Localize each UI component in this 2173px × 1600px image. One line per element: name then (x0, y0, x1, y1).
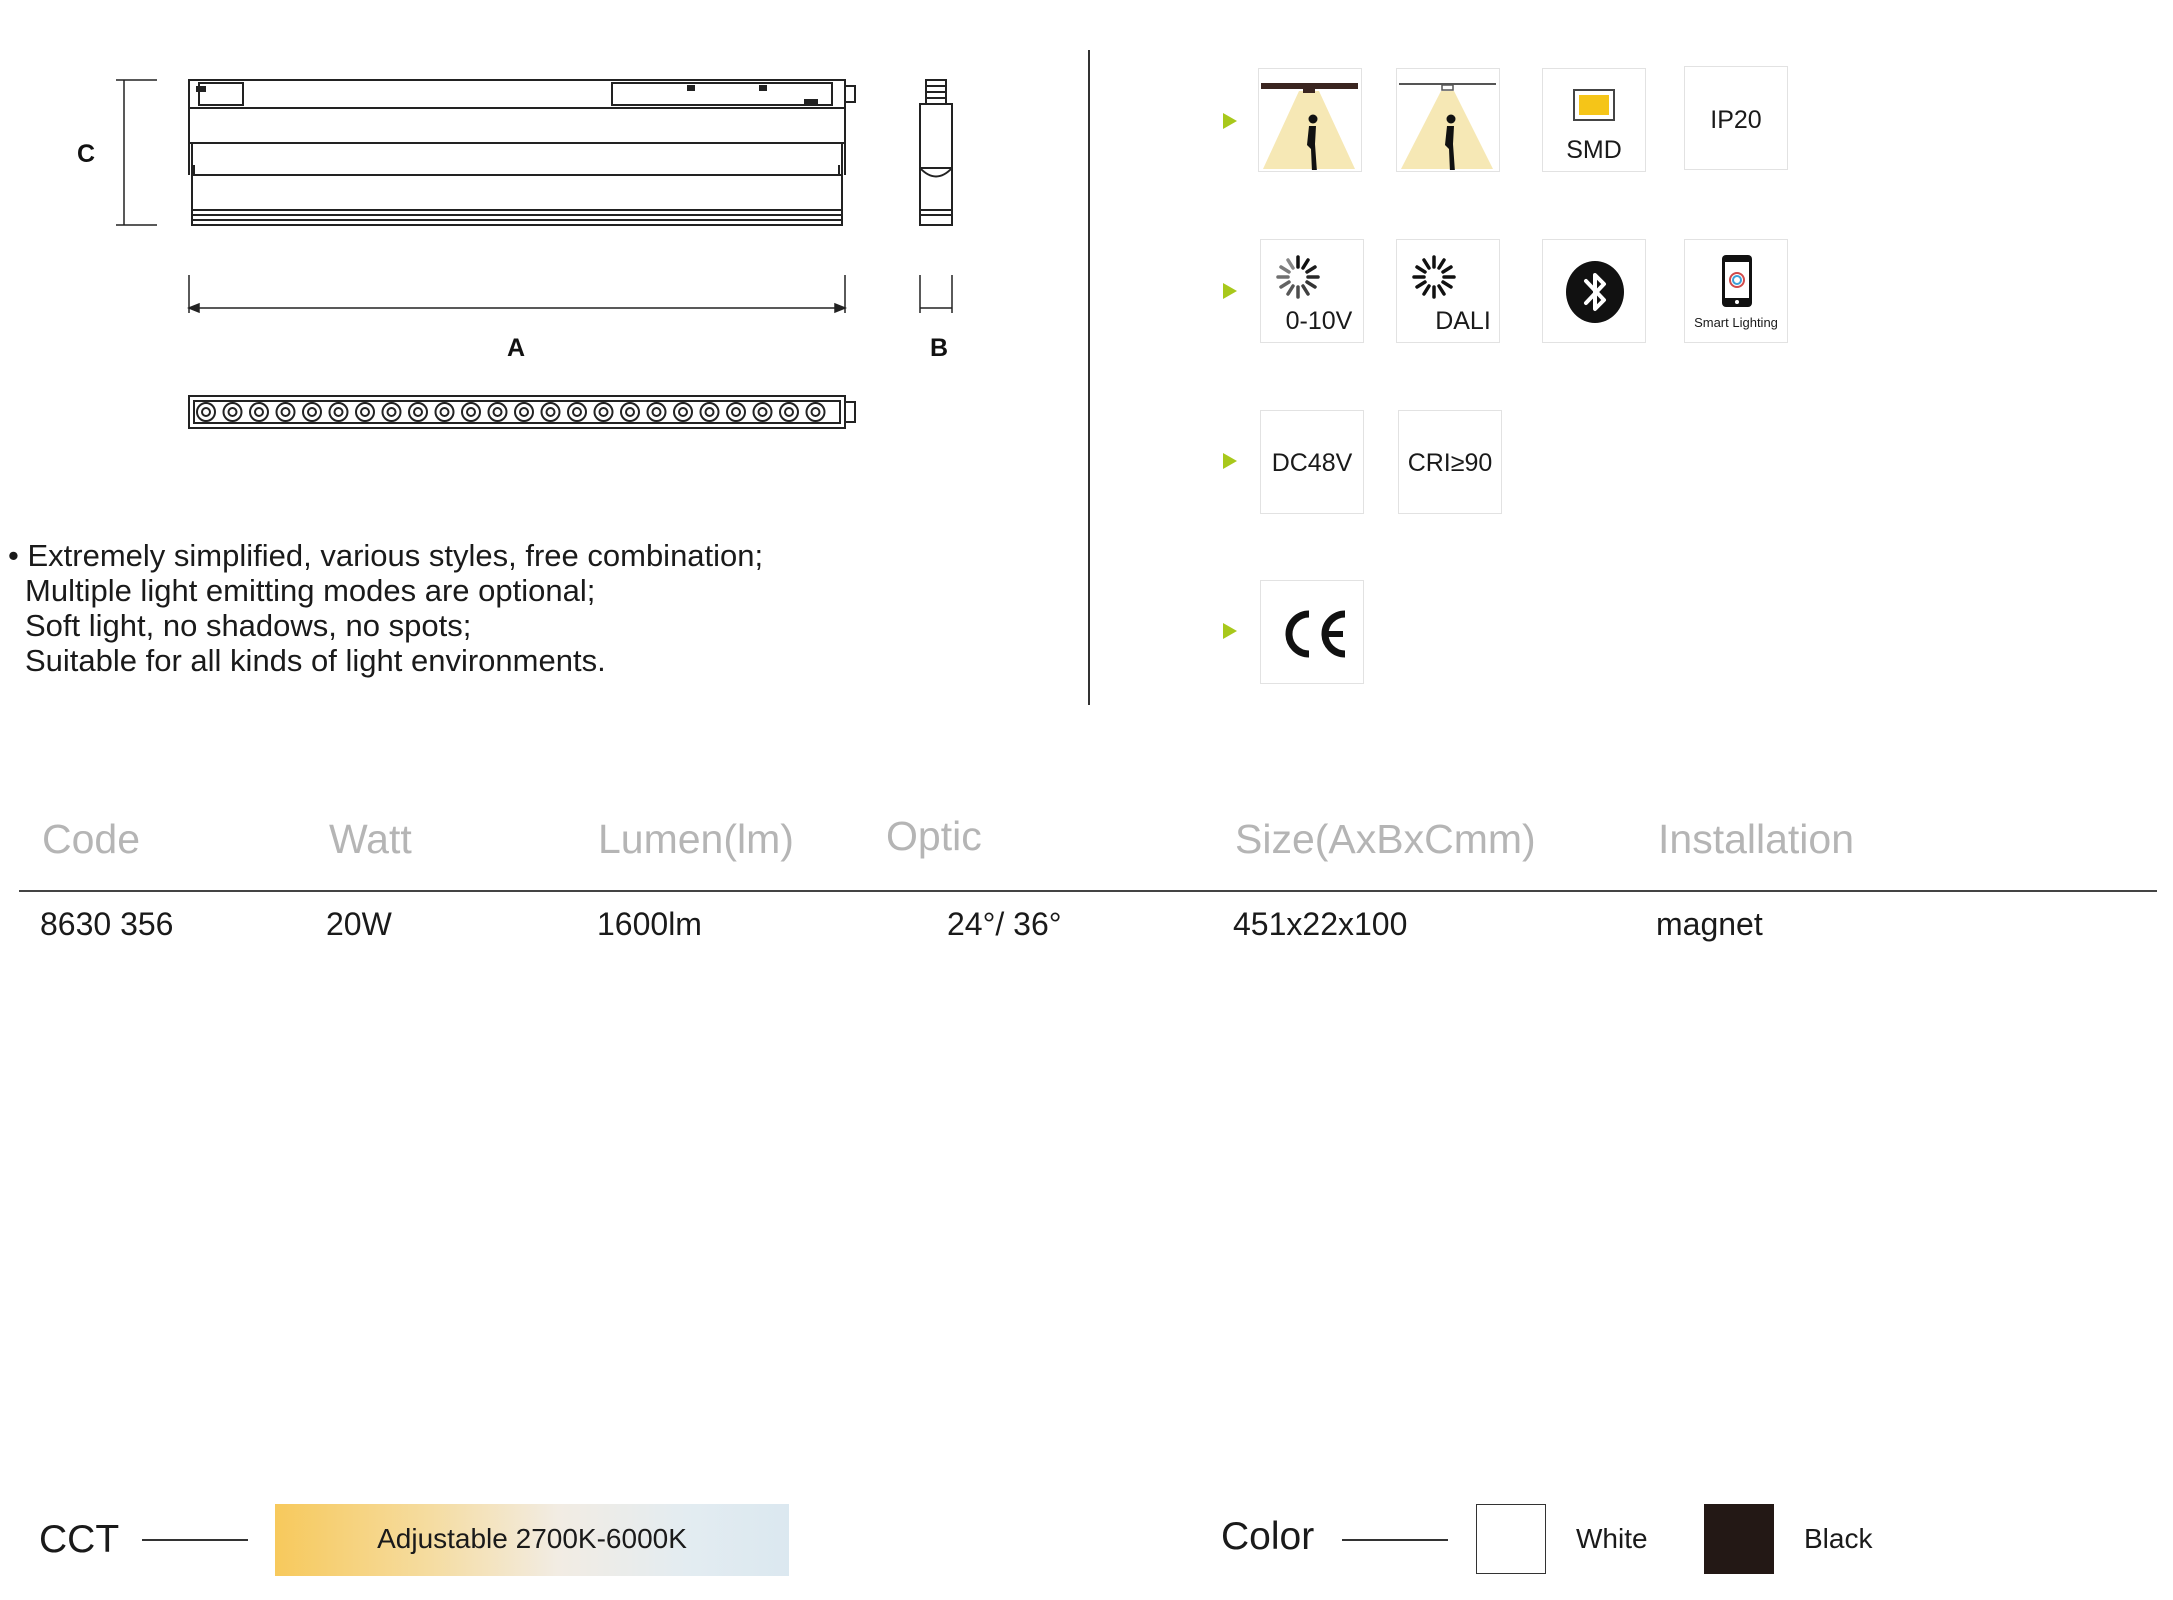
dimension-c (116, 80, 157, 225)
led-lens-core (494, 408, 502, 416)
ce-mark-icon (1260, 580, 1364, 684)
led-lens-core (573, 408, 581, 416)
row-arrow-icon (1223, 283, 1237, 299)
cri-icon (1398, 410, 1502, 514)
led-lens (250, 403, 268, 421)
cct-value: Adjustable 2700K-6000K (377, 1523, 687, 1554)
led-lens-core (414, 408, 422, 416)
led-lens (621, 403, 639, 421)
vertical-divider (1088, 50, 1090, 705)
led-lens-core (467, 408, 475, 416)
color-option-white: White (1576, 1523, 1648, 1554)
led-lens-core (812, 408, 820, 416)
color-label: Color (1221, 1515, 1315, 1558)
led-lens-core (388, 408, 396, 416)
spinner-icon (1409, 252, 1459, 302)
feature-item: Multiple light emitting modes are optional; (25, 573, 596, 608)
front-view (189, 80, 855, 225)
led-lens (409, 403, 427, 421)
led-lens (542, 403, 560, 421)
feature-item: Soft light, no shadows, no spots; (25, 608, 472, 643)
dimension-c-label: C (77, 140, 96, 168)
col-header-optic: Optic (886, 813, 982, 859)
row-arrow-icon (1223, 623, 1237, 639)
led-lens (277, 403, 295, 421)
cell-installation: magnet (1656, 906, 1763, 942)
led-lens-core (679, 408, 687, 416)
led-lens (595, 403, 613, 421)
feature-item: Suitable for all kinds of light environments. (25, 643, 606, 678)
beam-narrow-icon (1258, 68, 1362, 172)
cell-size: 451x22x100 (1233, 906, 1408, 942)
col-header-code: Code (42, 816, 141, 862)
row-arrow-icon (1223, 113, 1237, 129)
led-lens-core (706, 408, 714, 416)
col-header-installation: Installation (1658, 816, 1855, 862)
bullet-mark: • (8, 538, 19, 573)
color-option-black: Black (1804, 1523, 1873, 1554)
bluetooth-icon (1542, 239, 1646, 343)
ip20-icon (1684, 66, 1788, 170)
led-lens-core (600, 408, 608, 416)
cell-code: 8630 356 (40, 906, 174, 942)
led-lens (780, 403, 798, 421)
technical-drawing (0, 0, 1000, 460)
led-lens (356, 403, 374, 421)
led-lens (224, 403, 242, 421)
led-lens (330, 403, 348, 421)
voltage-label: DC48V (1271, 449, 1353, 477)
cri-label: CRI≥90 (1407, 449, 1493, 477)
led-lens-core (520, 408, 528, 416)
led-lens (515, 403, 533, 421)
led-lens-core (202, 408, 210, 416)
led-lens-core (361, 408, 369, 416)
led-lens (701, 403, 719, 421)
smart-lighting-label: Smart Lighting (1694, 315, 1778, 330)
dimmer-0-10v-icon (1260, 239, 1364, 343)
led-lens (197, 403, 215, 421)
voltage-icon (1260, 410, 1364, 514)
row-arrow-icon (1223, 453, 1237, 469)
smart-lighting-icon (1684, 239, 1788, 343)
led-lens-core (732, 408, 740, 416)
color-connector-line (1342, 1539, 1448, 1541)
led-lens (489, 403, 507, 421)
led-lens-core (759, 408, 767, 416)
cell-watt: 20W (326, 906, 392, 942)
dali-label: DALI (1435, 307, 1491, 335)
ip-rating-label: IP20 (1710, 106, 1762, 134)
led-lens-core (282, 408, 290, 416)
led-lens (674, 403, 692, 421)
swatch-white (1476, 1504, 1546, 1574)
led-lens-core (653, 408, 661, 416)
table-divider (19, 890, 2157, 892)
led-lens (807, 403, 825, 421)
swatch-black (1704, 1504, 1774, 1574)
led-lens-core (441, 408, 449, 416)
cell-lumen: 1600lm (597, 906, 702, 942)
dali-icon (1396, 239, 1500, 343)
col-header-lumen: Lumen(lm) (598, 816, 794, 862)
led-lens (383, 403, 401, 421)
led-lens (754, 403, 772, 421)
led-lens-core (308, 408, 316, 416)
led-lens (568, 403, 586, 421)
col-header-watt: Watt (329, 816, 412, 862)
led-lens (648, 403, 666, 421)
led-lens (303, 403, 321, 421)
dimension-b-label: B (930, 334, 949, 362)
smd-icon (1542, 68, 1646, 172)
beam-wide-icon (1396, 68, 1500, 172)
dimming-0-10v-label: 0-10V (1285, 307, 1353, 335)
dimension-a (189, 275, 845, 313)
side-view (920, 80, 952, 225)
cct-gradient-bar (275, 1504, 789, 1576)
feature-list (8, 538, 763, 678)
col-header-size: Size(AxBxCmm) (1235, 816, 1536, 862)
led-lens (462, 403, 480, 421)
cell-optic: 24°/ 36° (947, 906, 1062, 942)
led-lens-core (547, 408, 555, 416)
dimension-a-label: A (507, 334, 526, 362)
led-lens-core (229, 408, 237, 416)
bottom-view (189, 396, 855, 428)
led-lens-core (785, 408, 793, 416)
cct-label: CCT (39, 1518, 120, 1561)
spinner-icon (1273, 252, 1323, 302)
led-lens-core (626, 408, 634, 416)
feature-item: • Extremely simplified, various styles, free combination; (8, 538, 764, 573)
phone-icon (1721, 254, 1753, 308)
led-lens (436, 403, 454, 421)
dimension-b (920, 275, 952, 313)
led-lens-core (335, 408, 343, 416)
smd-label: SMD (1566, 136, 1622, 164)
led-lens (727, 403, 745, 421)
led-lens-core (255, 408, 263, 416)
cct-connector-line (142, 1539, 248, 1541)
